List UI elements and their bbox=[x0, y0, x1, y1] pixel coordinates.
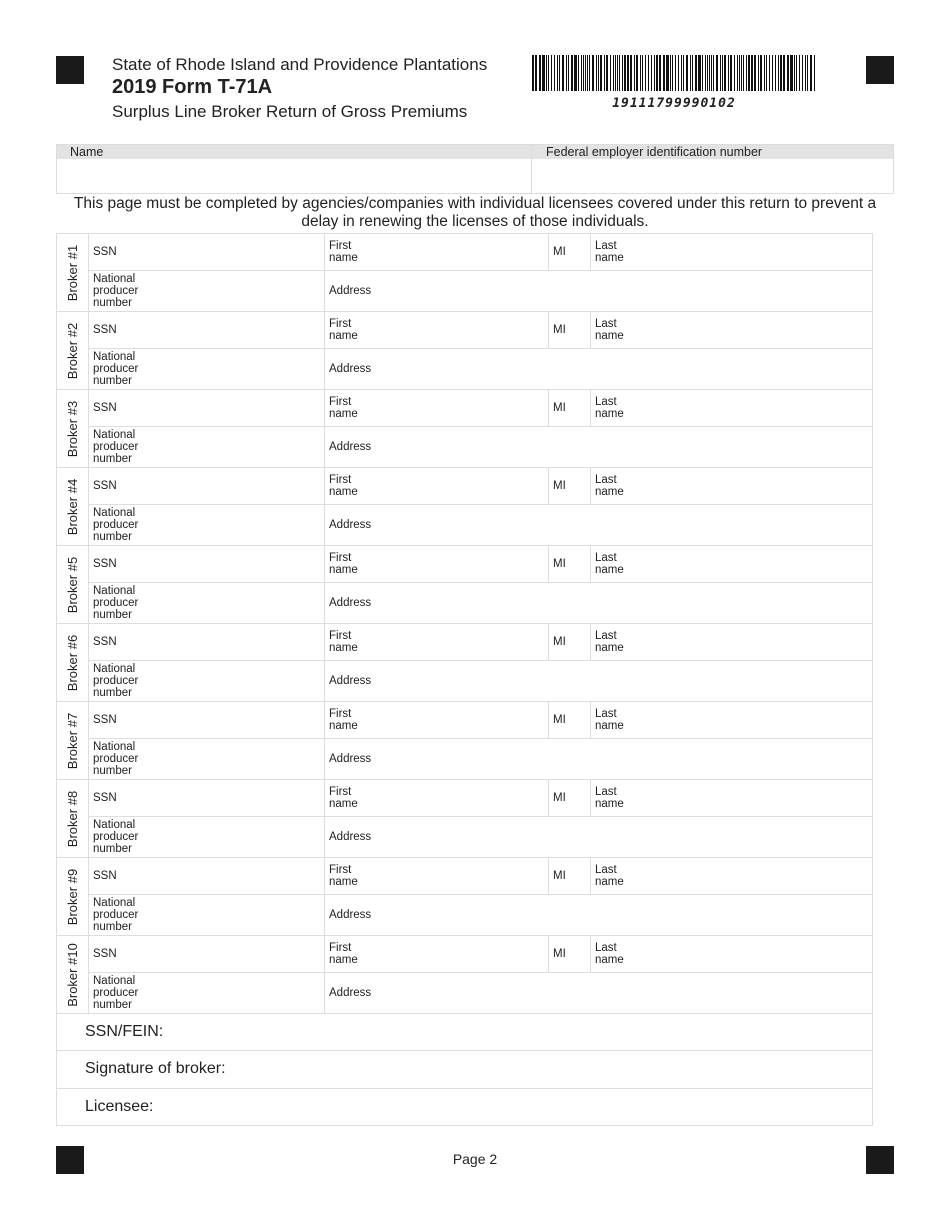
address-field[interactable] bbox=[325, 427, 873, 468]
mi-label: MI bbox=[553, 714, 566, 726]
barcode-bar bbox=[748, 55, 750, 91]
npn-label: National producer number bbox=[93, 897, 139, 933]
broker-row bbox=[57, 390, 873, 427]
broker-row bbox=[57, 817, 873, 858]
address-label: Address bbox=[329, 675, 372, 687]
barcode-bar bbox=[583, 55, 584, 91]
barcode-bar bbox=[606, 55, 607, 91]
first-name-field[interactable] bbox=[325, 702, 549, 739]
barcode-bar bbox=[666, 55, 667, 91]
barcode-bar bbox=[624, 55, 626, 91]
barcode-bar bbox=[617, 55, 619, 91]
address-label: Address bbox=[329, 753, 372, 765]
state-title: State of Rhode Island and Providence Plantations bbox=[112, 55, 488, 74]
broker-row bbox=[57, 583, 873, 624]
barcode-bar bbox=[648, 55, 650, 91]
barcode-bar bbox=[627, 55, 628, 91]
broker-row bbox=[57, 702, 873, 739]
barcode-bar bbox=[805, 55, 806, 91]
barcode-bar bbox=[807, 55, 808, 91]
barcode-bar bbox=[663, 55, 665, 91]
ssn-field[interactable] bbox=[89, 546, 325, 583]
mi-field[interactable] bbox=[549, 546, 591, 583]
npn-field[interactable] bbox=[89, 661, 325, 702]
ssn-label: SSN bbox=[93, 558, 117, 570]
signature-field[interactable] bbox=[57, 1051, 873, 1088]
barcode-bar bbox=[598, 55, 599, 91]
address-field[interactable] bbox=[325, 349, 873, 390]
ssn-field[interactable] bbox=[89, 858, 325, 895]
address-field[interactable] bbox=[325, 505, 873, 546]
barcode-bar bbox=[737, 55, 738, 91]
barcode-bar bbox=[711, 55, 712, 91]
barcode-bar bbox=[728, 55, 729, 91]
last-name-field[interactable] bbox=[591, 234, 873, 271]
npn-field[interactable] bbox=[89, 427, 325, 468]
bottom-row-label: Signature of broker: bbox=[85, 1060, 226, 1078]
barcode-bar bbox=[619, 55, 620, 91]
barcode-bar bbox=[730, 55, 731, 91]
first-name-field[interactable] bbox=[325, 858, 549, 895]
address-label: Address bbox=[329, 285, 372, 297]
first-name-label: First name bbox=[329, 240, 358, 264]
last-name-field[interactable] bbox=[591, 312, 873, 349]
broker-row bbox=[57, 468, 873, 505]
first-name-label: First name bbox=[329, 864, 358, 888]
barcode-bar bbox=[734, 55, 736, 91]
broker-row bbox=[57, 234, 873, 271]
name-input[interactable] bbox=[57, 159, 531, 194]
mi-field[interactable] bbox=[549, 858, 591, 895]
signature-field[interactable] bbox=[57, 1014, 873, 1051]
ssn-field[interactable] bbox=[89, 390, 325, 427]
barcode-bar bbox=[622, 55, 623, 91]
barcode-bar bbox=[536, 55, 537, 91]
barcode-bar bbox=[799, 55, 800, 91]
address-field[interactable] bbox=[325, 271, 873, 312]
npn-field[interactable] bbox=[89, 505, 325, 546]
barcode-bar bbox=[678, 55, 680, 91]
taxpayer-info-box bbox=[56, 144, 894, 194]
broker-row bbox=[57, 661, 873, 702]
address-field[interactable] bbox=[325, 661, 873, 702]
address-field[interactable] bbox=[325, 973, 873, 1014]
last-name-label: Last name bbox=[595, 942, 624, 966]
mi-label: MI bbox=[553, 948, 566, 960]
broker-row bbox=[57, 624, 873, 661]
broker-row bbox=[57, 271, 873, 312]
broker-label bbox=[57, 702, 89, 780]
last-name-field[interactable] bbox=[591, 468, 873, 505]
mi-label: MI bbox=[553, 402, 566, 414]
barcode-bar bbox=[794, 55, 796, 91]
barcode-bar bbox=[562, 55, 564, 91]
barcode-bar bbox=[592, 55, 594, 91]
npn-label: National producer number bbox=[93, 351, 139, 387]
broker-label bbox=[57, 390, 89, 468]
bottom-row-label: SSN/FEIN: bbox=[85, 1023, 164, 1041]
npn-label: National producer number bbox=[93, 585, 139, 621]
barcode-bar bbox=[705, 55, 706, 91]
instruction-text: This page must be completed by agencies/companies with individual licensees covered under this return to prevent a delay in renewing the licenses of those individuals. bbox=[73, 195, 877, 230]
mi-label: MI bbox=[553, 558, 566, 570]
barcode-bar bbox=[772, 55, 774, 91]
mi-field[interactable] bbox=[549, 312, 591, 349]
barcode-bar bbox=[686, 55, 688, 91]
barcode-bar bbox=[615, 55, 616, 91]
barcode-bar bbox=[542, 55, 543, 91]
barcode-bar bbox=[640, 55, 642, 91]
barcode-bar bbox=[656, 55, 658, 91]
broker-number: Broker #7 bbox=[64, 712, 80, 769]
last-name-label: Last name bbox=[595, 396, 624, 420]
barcode-bar bbox=[720, 55, 721, 91]
broker-row bbox=[57, 312, 873, 349]
mi-label: MI bbox=[553, 246, 566, 258]
barcode-bar bbox=[670, 55, 672, 91]
ssn-label: SSN bbox=[93, 402, 117, 414]
barcode-bar bbox=[769, 55, 770, 91]
first-name-field[interactable] bbox=[325, 468, 549, 505]
page-number: Page 2 bbox=[452, 1151, 498, 1167]
barcode-bar bbox=[604, 55, 605, 91]
barcode-bar bbox=[796, 55, 797, 91]
barcode-bar bbox=[667, 55, 668, 91]
mi-field[interactable] bbox=[549, 390, 591, 427]
last-name-label: Last name bbox=[595, 864, 624, 888]
barcode-bar bbox=[535, 55, 536, 91]
barcode-bar bbox=[784, 55, 785, 91]
barcode-bar bbox=[546, 55, 548, 91]
address-label: Address bbox=[329, 831, 372, 843]
barcode-bar bbox=[791, 55, 792, 91]
ssn-field[interactable] bbox=[89, 936, 325, 973]
npn-field[interactable] bbox=[89, 349, 325, 390]
barcode-bar bbox=[690, 55, 691, 91]
npn-field[interactable] bbox=[89, 271, 325, 312]
ssn-field[interactable] bbox=[89, 702, 325, 739]
address-field[interactable] bbox=[325, 739, 873, 780]
barcode-bar bbox=[571, 55, 573, 91]
barcode-bar bbox=[613, 55, 614, 91]
barcode-bar bbox=[758, 55, 759, 91]
mi-field[interactable] bbox=[549, 624, 591, 661]
mi-label: MI bbox=[553, 792, 566, 804]
broker-label bbox=[57, 312, 89, 390]
last-name-field[interactable] bbox=[591, 780, 873, 817]
barcode-bar bbox=[764, 55, 766, 91]
barcode-bar bbox=[675, 55, 676, 91]
npn-label: National producer number bbox=[93, 741, 139, 777]
last-name-field[interactable] bbox=[591, 858, 873, 895]
last-name-field[interactable] bbox=[591, 624, 873, 661]
last-name-field[interactable] bbox=[591, 546, 873, 583]
barcode-bar bbox=[596, 55, 597, 91]
barcode-bar bbox=[810, 55, 812, 91]
barcode-bar bbox=[630, 55, 632, 91]
first-name-label: First name bbox=[329, 942, 358, 966]
barcode-bar bbox=[660, 55, 661, 91]
first-name-label: First name bbox=[329, 396, 358, 420]
last-name-label: Last name bbox=[595, 708, 624, 732]
address-label: Address bbox=[329, 987, 372, 999]
barcode-bar bbox=[787, 55, 789, 91]
barcode-bar bbox=[574, 55, 575, 91]
barcode-bar bbox=[681, 55, 682, 91]
ssn-label: SSN bbox=[93, 792, 117, 804]
broker-number: Broker #8 bbox=[64, 790, 80, 847]
barcode-bar bbox=[659, 55, 660, 91]
barcode-bar bbox=[610, 55, 612, 91]
npn-label: National producer number bbox=[93, 975, 139, 1011]
ssn-field[interactable] bbox=[89, 312, 325, 349]
barcode-bar bbox=[692, 55, 693, 91]
barcode-number: 19111799990102 bbox=[612, 96, 736, 111]
broker-number: Broker #5 bbox=[64, 556, 80, 613]
barcode-bar bbox=[651, 55, 652, 91]
ssn-label: SSN bbox=[93, 714, 117, 726]
broker-label bbox=[57, 936, 89, 1014]
barcode-bar bbox=[672, 55, 673, 91]
barcode bbox=[532, 55, 816, 91]
first-name-label: First name bbox=[329, 708, 358, 732]
barcode-bar bbox=[754, 55, 756, 91]
form-title: 2019 Form T-71A bbox=[112, 76, 273, 98]
barcode-bar bbox=[568, 55, 569, 91]
barcode-bar bbox=[554, 55, 556, 91]
broker-row bbox=[57, 505, 873, 546]
mi-label: MI bbox=[553, 324, 566, 336]
npn-label: National producer number bbox=[93, 663, 139, 699]
barcode-bar bbox=[589, 55, 590, 91]
npn-field[interactable] bbox=[89, 739, 325, 780]
ssn-field[interactable] bbox=[89, 780, 325, 817]
mi-field[interactable] bbox=[549, 234, 591, 271]
barcode-bar bbox=[752, 55, 753, 91]
npn-field[interactable] bbox=[89, 583, 325, 624]
barcode-bar bbox=[695, 55, 697, 91]
mi-label: MI bbox=[553, 480, 566, 492]
broker-table bbox=[56, 233, 873, 1126]
last-name-label: Last name bbox=[595, 786, 624, 810]
broker-label bbox=[57, 624, 89, 702]
broker-row bbox=[57, 427, 873, 468]
barcode-bar bbox=[575, 55, 576, 91]
name-label: Name bbox=[70, 145, 104, 159]
mi-field[interactable] bbox=[549, 936, 591, 973]
broker-label bbox=[57, 858, 89, 936]
broker-row bbox=[57, 739, 873, 780]
ssn-label: SSN bbox=[93, 324, 117, 336]
broker-row bbox=[57, 858, 873, 895]
broker-row bbox=[57, 349, 873, 390]
barcode-bar bbox=[654, 55, 655, 91]
npn-label: National producer number bbox=[93, 429, 139, 465]
fein-label: Federal employer identification number bbox=[546, 145, 763, 159]
barcode-bar bbox=[707, 55, 708, 91]
last-name-field[interactable] bbox=[591, 702, 873, 739]
address-label: Address bbox=[329, 597, 372, 609]
barcode-bar bbox=[739, 55, 740, 91]
first-name-field[interactable] bbox=[325, 234, 549, 271]
mi-field[interactable] bbox=[549, 468, 591, 505]
registration-mark bbox=[56, 56, 84, 84]
address-label: Address bbox=[329, 519, 372, 531]
barcode-bar bbox=[699, 55, 700, 91]
broker-row bbox=[57, 780, 873, 817]
barcode-bar bbox=[548, 55, 549, 91]
barcode-bar bbox=[709, 55, 711, 91]
signature-field[interactable] bbox=[57, 1088, 873, 1125]
barcode-bar bbox=[743, 55, 744, 91]
barcode-bar bbox=[778, 55, 779, 91]
barcode-bar bbox=[760, 55, 761, 91]
address-label: Address bbox=[329, 441, 372, 453]
barcode-bar bbox=[551, 55, 552, 91]
barcode-bar bbox=[775, 55, 776, 91]
address-label: Address bbox=[329, 909, 372, 921]
barcode-bar bbox=[581, 55, 582, 91]
barcode-bar bbox=[543, 55, 544, 91]
first-name-field[interactable] bbox=[325, 936, 549, 973]
npn-field[interactable] bbox=[89, 817, 325, 858]
last-name-field[interactable] bbox=[591, 390, 873, 427]
broker-label bbox=[57, 234, 89, 312]
ssn-field[interactable] bbox=[89, 234, 325, 271]
broker-row bbox=[57, 546, 873, 583]
mi-field[interactable] bbox=[549, 702, 591, 739]
barcode-bar bbox=[636, 55, 637, 91]
barcode-bar bbox=[645, 55, 646, 91]
ssn-label: SSN bbox=[93, 948, 117, 960]
barcode-bar bbox=[724, 55, 726, 91]
broker-row bbox=[57, 895, 873, 936]
barcode-bar bbox=[587, 55, 588, 91]
npn-field[interactable] bbox=[89, 895, 325, 936]
first-name-field[interactable] bbox=[325, 780, 549, 817]
barcode-bar bbox=[790, 55, 791, 91]
barcode-bar bbox=[585, 55, 587, 91]
ssn-label: SSN bbox=[93, 246, 117, 258]
ssn-field[interactable] bbox=[89, 468, 325, 505]
form-subtitle: Surplus Line Broker Return of Gross Premiums bbox=[112, 102, 468, 121]
broker-label bbox=[57, 546, 89, 624]
barcode-bar bbox=[783, 55, 784, 91]
bottom-row-label: Licensee: bbox=[85, 1097, 154, 1115]
barcode-bar bbox=[557, 55, 558, 91]
mi-label: MI bbox=[553, 636, 566, 648]
broker-number: Broker #9 bbox=[64, 868, 80, 925]
first-name-field[interactable] bbox=[325, 312, 549, 349]
last-name-label: Last name bbox=[595, 552, 624, 576]
address-field[interactable] bbox=[325, 583, 873, 624]
barcode-bar bbox=[702, 55, 704, 91]
first-name-field[interactable] bbox=[325, 546, 549, 583]
last-name-field[interactable] bbox=[591, 936, 873, 973]
fein-input[interactable] bbox=[532, 159, 894, 194]
ssn-label: SSN bbox=[93, 480, 117, 492]
broker-number: Broker #3 bbox=[64, 400, 80, 457]
barcode-bar bbox=[741, 55, 743, 91]
first-name-field[interactable] bbox=[325, 390, 549, 427]
barcode-bar bbox=[722, 55, 723, 91]
first-name-label: First name bbox=[329, 786, 358, 810]
first-name-label: First name bbox=[329, 630, 358, 654]
address-field[interactable] bbox=[325, 895, 873, 936]
address-field[interactable] bbox=[325, 817, 873, 858]
broker-row bbox=[57, 936, 873, 973]
barcode-bar bbox=[600, 55, 602, 91]
first-name-label: First name bbox=[329, 474, 358, 498]
ssn-label: SSN bbox=[93, 870, 117, 882]
registration-mark bbox=[866, 56, 894, 84]
address-label: Address bbox=[329, 363, 372, 375]
barcode-bar bbox=[780, 55, 782, 91]
broker-number: Broker #10 bbox=[64, 942, 80, 1007]
broker-number: Broker #2 bbox=[64, 322, 80, 379]
barcode-bar bbox=[683, 55, 684, 91]
npn-label: National producer number bbox=[93, 273, 139, 309]
npn-label: National producer number bbox=[93, 819, 139, 855]
last-name-label: Last name bbox=[595, 474, 624, 498]
ssn-field[interactable] bbox=[89, 624, 325, 661]
last-name-label: Last name bbox=[595, 240, 624, 264]
ssn-label: SSN bbox=[93, 636, 117, 648]
barcode-bar bbox=[628, 55, 629, 91]
barcode-bar bbox=[751, 55, 752, 91]
barcode-bar bbox=[634, 55, 635, 91]
first-name-field[interactable] bbox=[325, 624, 549, 661]
last-name-label: Last name bbox=[595, 318, 624, 342]
barcode-bar bbox=[566, 55, 567, 91]
barcode-bar bbox=[578, 55, 580, 91]
npn-field[interactable] bbox=[89, 973, 325, 1014]
mi-field[interactable] bbox=[549, 780, 591, 817]
first-name-label: First name bbox=[329, 318, 358, 342]
barcode-bar bbox=[746, 55, 747, 91]
barcode-bar bbox=[642, 55, 643, 91]
broker-label bbox=[57, 468, 89, 546]
barcode-bar bbox=[539, 55, 541, 91]
first-name-label: First name bbox=[329, 552, 358, 576]
barcode-bar bbox=[713, 55, 714, 91]
broker-label bbox=[57, 780, 89, 858]
last-name-label: Last name bbox=[595, 630, 624, 654]
barcode-bar bbox=[698, 55, 699, 91]
mi-label: MI bbox=[553, 870, 566, 882]
broker-row bbox=[57, 973, 873, 1014]
barcode-bar bbox=[559, 55, 560, 91]
broker-number: Broker #6 bbox=[64, 634, 80, 691]
barcode-bar bbox=[802, 55, 804, 91]
broker-number: Broker #1 bbox=[64, 244, 80, 301]
barcode-bar bbox=[766, 55, 767, 91]
barcode-bar bbox=[814, 55, 815, 91]
npn-label: National producer number bbox=[93, 507, 139, 543]
barcode-bar bbox=[532, 55, 534, 91]
broker-number: Broker #4 bbox=[64, 478, 80, 535]
barcode-bar bbox=[716, 55, 718, 91]
